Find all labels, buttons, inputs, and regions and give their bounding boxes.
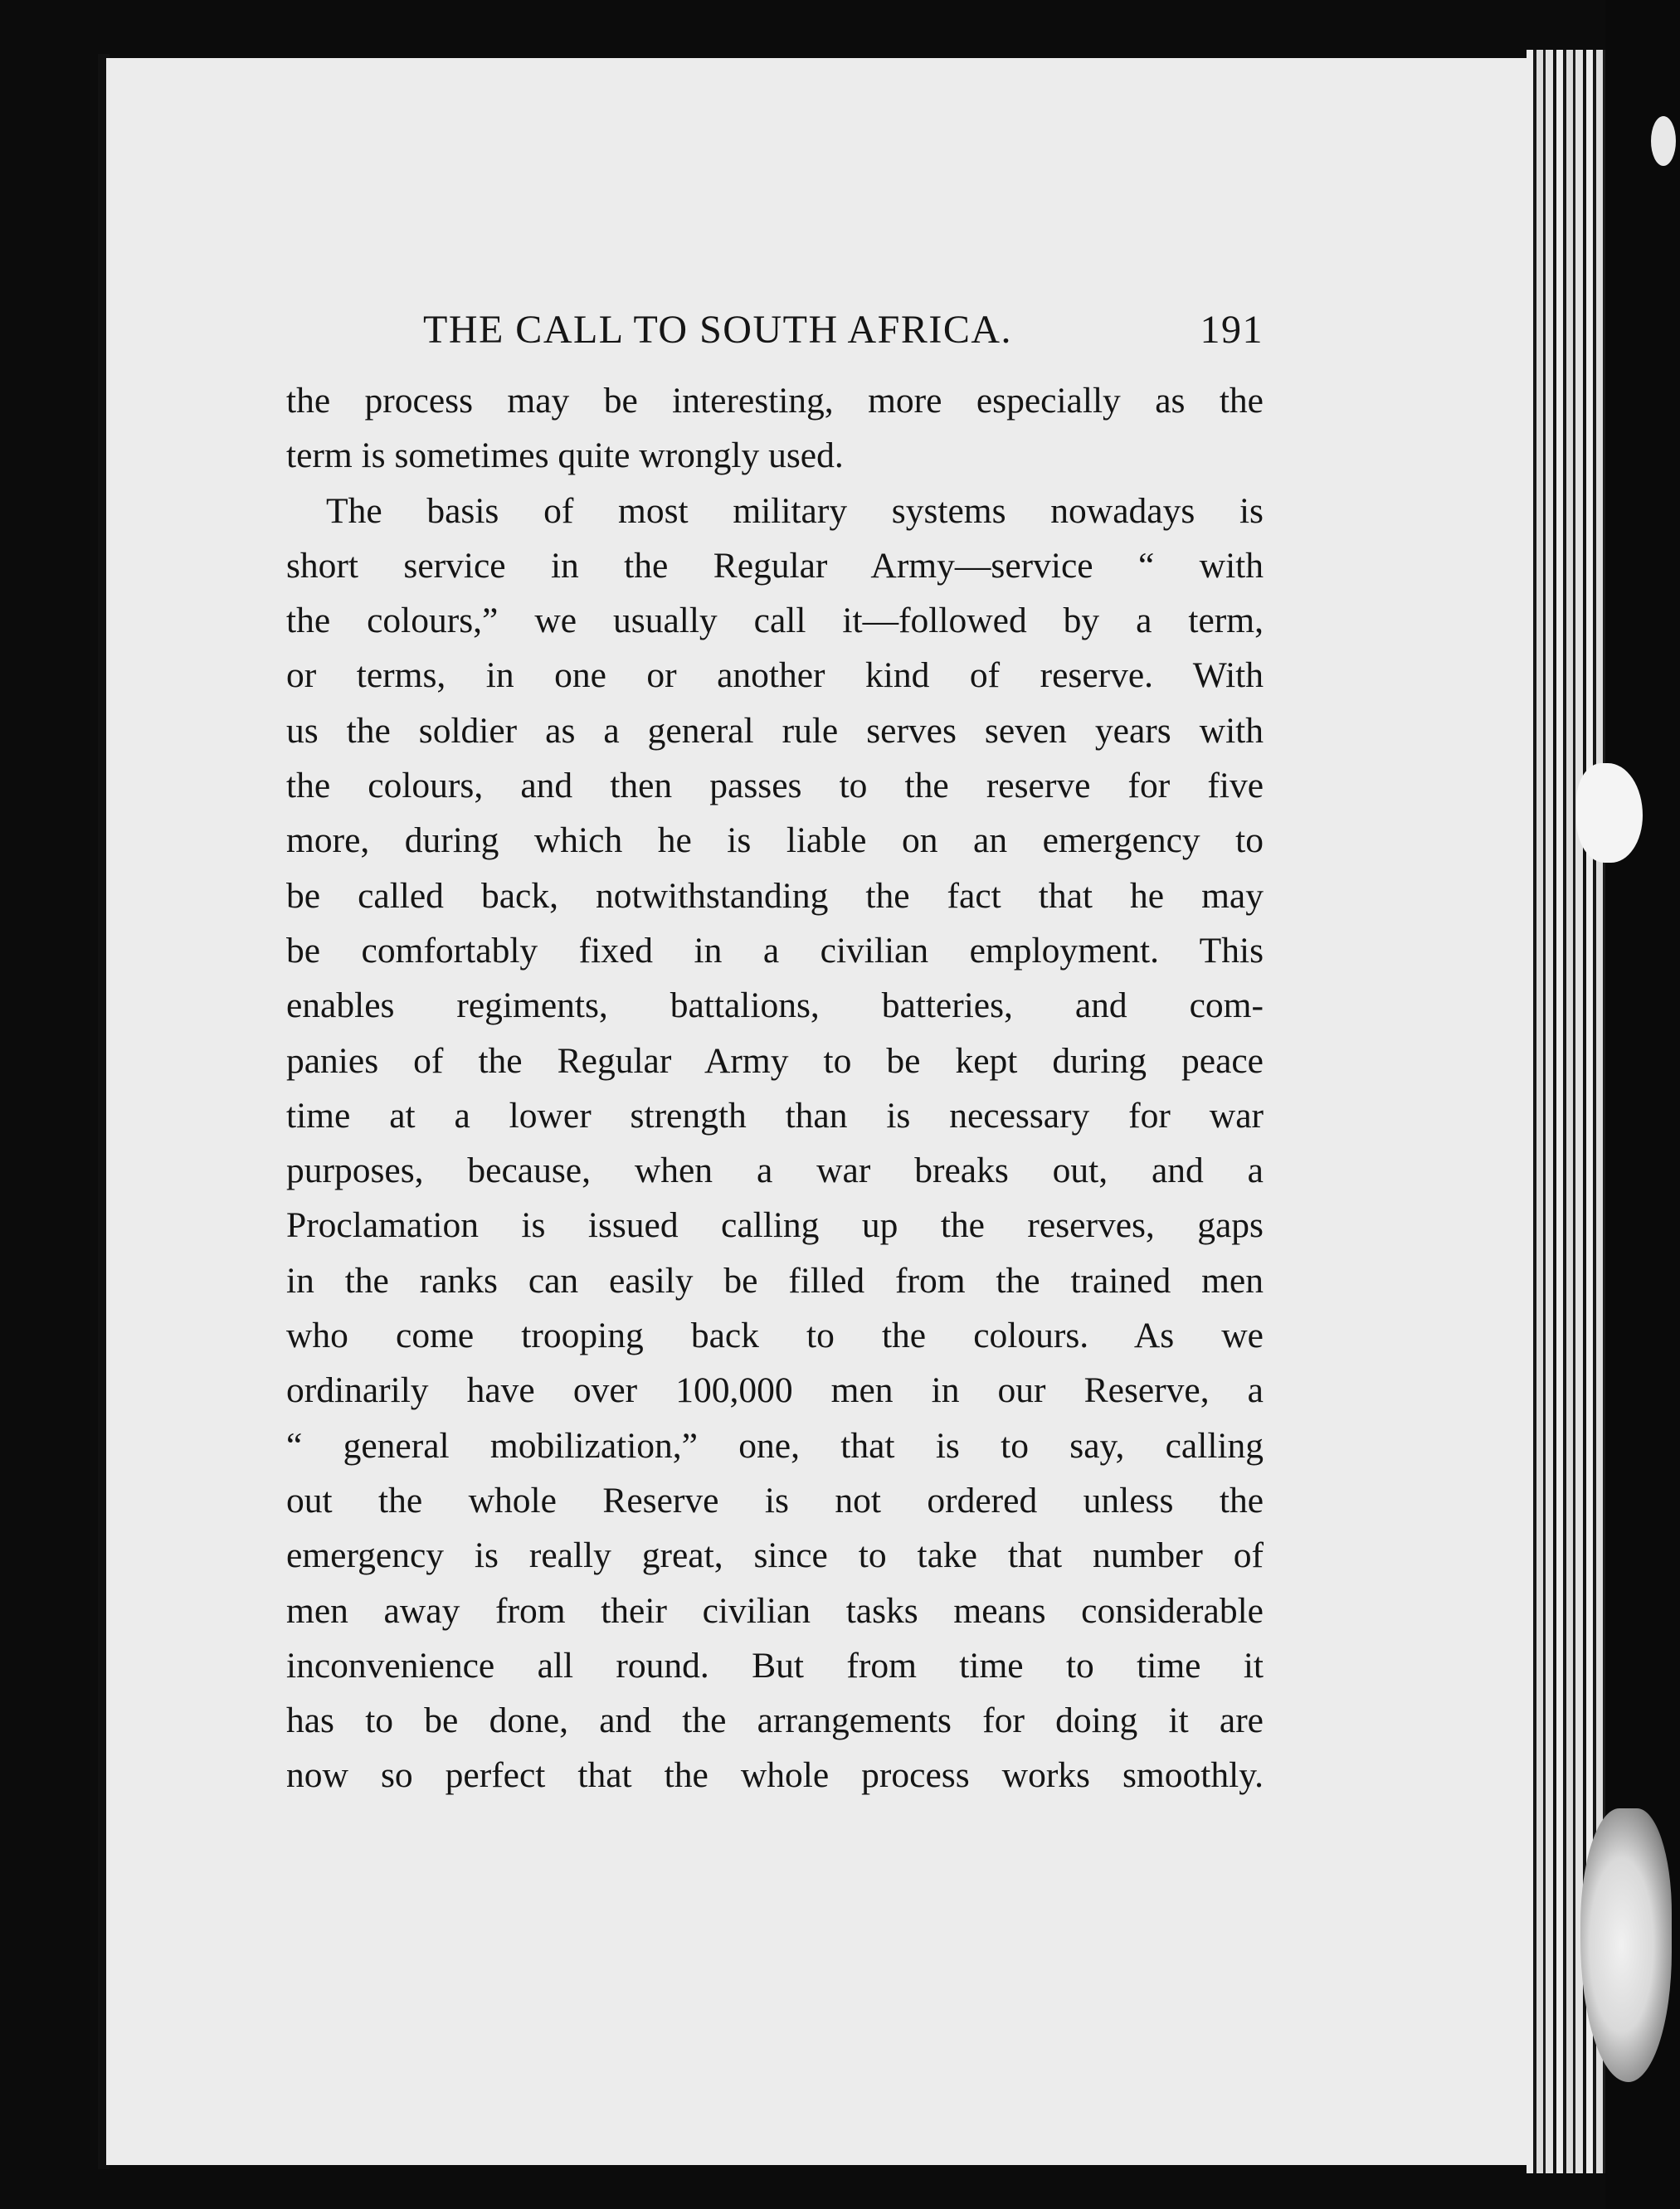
text-line: be comfortably fixed in a civilian employment. This: [286, 930, 1264, 971]
text-line: in the ranks can easily be filled from the trained men: [286, 1260, 1264, 1301]
text-line: short service in the Regular Army—service “ with: [286, 545, 1264, 586]
text-line: be called back, notwithstanding the fact that he may: [286, 875, 1264, 916]
page-text-block: [286, 307, 1264, 1803]
running-head: [286, 307, 1264, 373]
paper-damage-mark: [1651, 116, 1676, 166]
paper-damage-mark: [1576, 763, 1643, 863]
text-line: the colours, and then passes to the reserve for five: [286, 766, 1264, 806]
text-line: more, during which he is liable on an emergency to: [286, 820, 1264, 861]
text-line: inconvenience all round. But from time to time it: [286, 1645, 1264, 1686]
text-line: Proclamation is issued calling up the reserves, gaps: [286, 1205, 1264, 1246]
text-line: or terms, in one or another kind of reserve. With: [286, 655, 1264, 696]
text-line: term is sometimes quite wrongly used.: [286, 435, 844, 476]
text-line: the colours,” we usually call it—followed by a term,: [286, 601, 1264, 641]
page-number: 191: [1200, 308, 1264, 352]
text-line: “ general mobilization,” one, that is to say, calling: [286, 1425, 1264, 1466]
text-line: purposes, because, when a war breaks out, and a: [286, 1151, 1264, 1191]
text-line: now so perfect that the whole process works smoothly.: [286, 1755, 1264, 1796]
text-line: who come trooping back to the colours. As we: [286, 1316, 1264, 1356]
paper-damage-mark: [1580, 1808, 1672, 2082]
text-line: ordinarily have over 100,000 men in our Reserve, a: [286, 1370, 1264, 1411]
text-line: out the whole Reserve is not ordered unless the: [286, 1480, 1264, 1521]
text-line: The basis of most military systems nowadays is: [326, 490, 1264, 531]
running-head-title: THE CALL TO SOUTH AFRICA.: [423, 308, 1012, 352]
text-line: panies of the Regular Army to be kept during peace: [286, 1040, 1264, 1081]
text-line: enables regiments, battalions, batteries, and com-: [286, 985, 1264, 1026]
text-line: us the soldier as a general rule serves seven years with: [286, 710, 1264, 751]
text-line: has to be done, and the arrangements for doing it are: [286, 1701, 1264, 1741]
text-line: men away from their civilian tasks means considerable: [286, 1590, 1264, 1631]
text-line: emergency is really great, since to take that number of: [286, 1535, 1264, 1576]
text-line: time at a lower strength than is necessary for war: [286, 1095, 1264, 1136]
body-paragraphs: [286, 373, 1264, 1803]
text-line: the process may be interesting, more especially as the: [286, 381, 1264, 421]
